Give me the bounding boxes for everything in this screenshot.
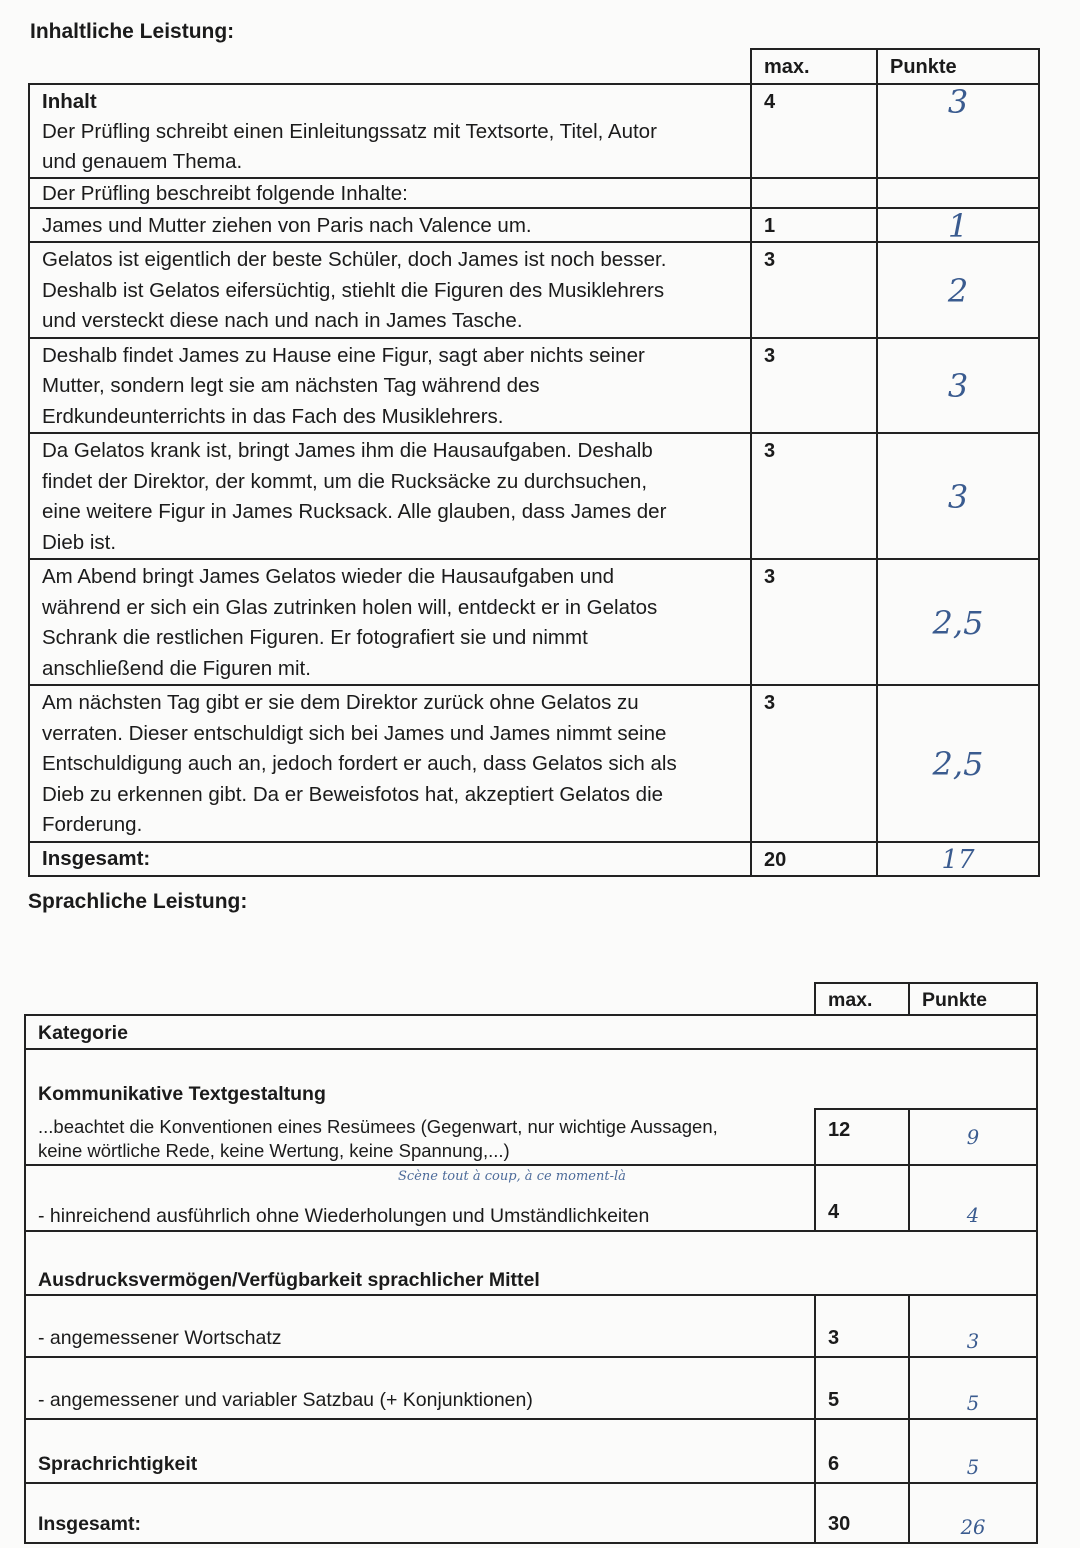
- inhalt-row-punkte: 2,5: [877, 559, 1039, 685]
- inhalt-row-line: und genauem Thema.: [42, 149, 243, 173]
- wortschatz-row: [25, 1295, 1037, 1357]
- inhalt-row-line: während er sich ein Glas zutrinken holen will, entdeckt er in Gelatos: [42, 595, 658, 619]
- inhalt-row-punkte: 2,5: [877, 685, 1039, 842]
- ausfuehrlich-punkte: 4: [909, 1165, 1037, 1231]
- wortschatz-punkte: 3: [909, 1295, 1037, 1357]
- inhalt-row: [29, 685, 1039, 842]
- inhalt-row-line: Dieb zu erkennen gibt. Da er Beweisfotos hat, akzeptiert Gelatos die: [42, 782, 664, 806]
- inhalt-row-text: [29, 242, 751, 338]
- kategorie-row: [25, 1015, 1037, 1049]
- konventionen-max: 12: [815, 1109, 909, 1165]
- col-punkte-header: Punkte: [909, 983, 1037, 1015]
- inhalt-row-text: [29, 433, 751, 559]
- inhalt-row-max: 1: [751, 208, 877, 243]
- inhalt-row-line: Inhalt: [42, 89, 97, 113]
- inhalt-row-text: [29, 685, 751, 842]
- inhalt-row-line: und versteckt diese nach und nach in James Tasche.: [42, 309, 523, 332]
- sprachrichtigkeit-punkte: 5: [909, 1419, 1037, 1483]
- sprachrichtigkeit-row: [25, 1419, 1037, 1483]
- sprache-total-row: [25, 1483, 1037, 1543]
- inhalt-row-line: Am nächsten Tag gibt er sie dem Direktor zurück ohne Gelatos zu: [42, 691, 639, 714]
- inhalt-row: [29, 559, 1039, 685]
- sprache-header-row: [25, 983, 1037, 1015]
- satzbau-punkte: 5: [909, 1357, 1037, 1419]
- inhalt-row-line: eine weitere Figur in James Rucksack. Alle glauben, dass James der: [42, 500, 667, 523]
- col-punkte-header: Punkte: [877, 49, 1039, 84]
- inhalt-row-text: [29, 178, 751, 208]
- sprachrichtigkeit-text: Sprachrichtigkeit: [25, 1419, 815, 1483]
- inhalt-row-line: Da Gelatos krank ist, bringt James ihm die Hausaufgaben. Deshalb: [42, 439, 653, 462]
- inhalt-total-row: [29, 842, 1039, 877]
- inhalt-header-row: [29, 49, 1039, 84]
- inhalt-row-line: Deshalb ist Gelatos eifersüchtig, stiehlt die Figuren des Musiklehrers: [42, 278, 665, 302]
- inhalt-row-text: [29, 338, 751, 434]
- satzbau-row: [25, 1357, 1037, 1419]
- inhalt-row-line: Insgesamt:: [42, 846, 151, 870]
- inhalt-row-line: verraten. Dieser entschuldigt sich bei James und James nimmt seine: [42, 721, 667, 745]
- konventionen-row: [25, 1109, 1037, 1165]
- inhalt-row-text: [29, 559, 751, 685]
- inhalt-row-line: Deshalb findet James zu Hause eine Figur, sagt aber nichts seiner: [42, 343, 645, 367]
- ausfuehrlich-max: 4: [815, 1165, 909, 1231]
- inhalt-row-max: 4: [751, 84, 877, 178]
- inhalt-row-max: 3: [751, 559, 877, 685]
- ausfuehrlich-text: - hinreichend ausführlich ohne Wiederholungen und Umständlichkeiten: [38, 1205, 650, 1227]
- col-max-header: max.: [815, 983, 909, 1015]
- ausdruck-title: Ausdrucksvermögen/Verfügbarkeit sprachlicher Mittel: [25, 1231, 1037, 1295]
- inhalt-row-text: [29, 84, 751, 178]
- inhalt-row-text: [29, 208, 751, 243]
- inhalt-row-line: Der Prüfling schreibt einen Einleitungssatz mit Textsorte, Titel, Autor: [42, 119, 657, 143]
- inhalt-row-line: findet der Direktor, der kommt, um die Rucksäcke zu durchsuchen,: [42, 469, 648, 493]
- inhalt-row: [29, 178, 1039, 208]
- inhalt-row-line: James und Mutter ziehen von Paris nach Valence um.: [42, 213, 532, 237]
- inhalt-row-max: 3: [751, 242, 877, 338]
- inhalt-row-max: 3: [751, 433, 877, 559]
- sprache-total-max: 30: [815, 1483, 909, 1543]
- inhalt-row: [29, 433, 1039, 559]
- ausfuehrlich-row: [25, 1165, 1037, 1231]
- inhalt-row: [29, 242, 1039, 338]
- konventionen-punkte: 9: [909, 1109, 1037, 1165]
- inhalt-row: [29, 84, 1039, 178]
- ausfuehrlich-cell: [25, 1165, 815, 1231]
- inhalt-row-line: Mutter, sondern legt sie am nächsten Tag während des: [42, 374, 540, 397]
- header-empty-cell: [25, 983, 815, 1015]
- kommunikative-title: Kommunikative Textgestaltung: [25, 1049, 1037, 1109]
- inhalt-row-line: Dieb ist.: [42, 530, 117, 554]
- wortschatz-text: - angemessener Wortschatz: [25, 1295, 815, 1357]
- inhalt-row-max: 20: [751, 842, 877, 877]
- header-empty-cell: [29, 49, 751, 84]
- inhalt-row-max: 3: [751, 685, 877, 842]
- satzbau-text: - angemessener und variabler Satzbau (+ Konjunktionen): [25, 1357, 815, 1419]
- inhalt-row-punkte: 3: [877, 338, 1039, 434]
- inhalt-row-punkte: 3: [877, 433, 1039, 559]
- konventionen-line-b: keine wörtliche Rede, keine Wertung, keine Spannung,...): [38, 1140, 510, 1161]
- inhalt-row-max: 3: [751, 338, 877, 434]
- inhalt-row-line: Schrank die restlichen Figuren. Er fotografiert sie und nimmt: [42, 626, 588, 649]
- inhalt-row-line: Entschuldigung auch an, jedoch fordert er auch, dass Gelatos sich als: [42, 752, 677, 775]
- sprache-total-punkte: 26: [909, 1483, 1037, 1543]
- inhalt-row: [29, 208, 1039, 243]
- handwritten-note: Scène tout à coup, à ce moment-là: [398, 1169, 626, 1184]
- section-heading-inhalt: Inhaltliche Leistung:: [30, 20, 235, 43]
- wortschatz-max: 3: [815, 1295, 909, 1357]
- konventionen-text: [25, 1109, 815, 1165]
- col-max-header: max.: [751, 49, 877, 84]
- inhalt-row-punkte: 17: [877, 842, 1039, 877]
- inhalt-row-line: Gelatos ist eigentlich der beste Schüler, doch James ist noch besser.: [42, 248, 667, 271]
- sprachrichtigkeit-max: 6: [815, 1419, 909, 1483]
- section-heading-sprache: Sprachliche Leistung:: [28, 890, 248, 913]
- sprache-total-label: Insgesamt:: [25, 1483, 815, 1543]
- inhalt-row-punkte: 1: [877, 208, 1039, 243]
- inhalt-row-punkte: [877, 178, 1039, 208]
- konventionen-line-a: ...beachtet die Konventionen eines Resümees (Gegenwart, nur wichtige Aussagen,: [38, 1116, 718, 1137]
- inhalt-table: [28, 48, 1040, 877]
- inhalt-row-line: Forderung.: [42, 813, 143, 836]
- satzbau-max: 5: [815, 1357, 909, 1419]
- kommunikative-title-row: [25, 1049, 1037, 1109]
- sprache-table: [24, 982, 1038, 1544]
- ausdruck-title-row: [25, 1231, 1037, 1295]
- inhalt-row-line: anschließend die Figuren mit.: [42, 656, 311, 680]
- kategorie-label: Kategorie: [25, 1015, 1037, 1049]
- inhalt-row: [29, 338, 1039, 434]
- inhalt-row-line: Der Prüfling beschreibt folgende Inhalte:: [42, 181, 408, 205]
- inhalt-row-punkte: 2: [877, 242, 1039, 338]
- inhalt-row-punkte: 3: [877, 84, 1039, 178]
- inhalt-row-line: Am Abend bringt James Gelatos wieder die Hausaufgaben und: [42, 565, 615, 588]
- inhalt-row-text: [29, 842, 751, 877]
- inhalt-row-max: [751, 178, 877, 208]
- inhalt-row-line: Erdkundeunterrichts in das Fach des Musiklehrers.: [42, 404, 504, 428]
